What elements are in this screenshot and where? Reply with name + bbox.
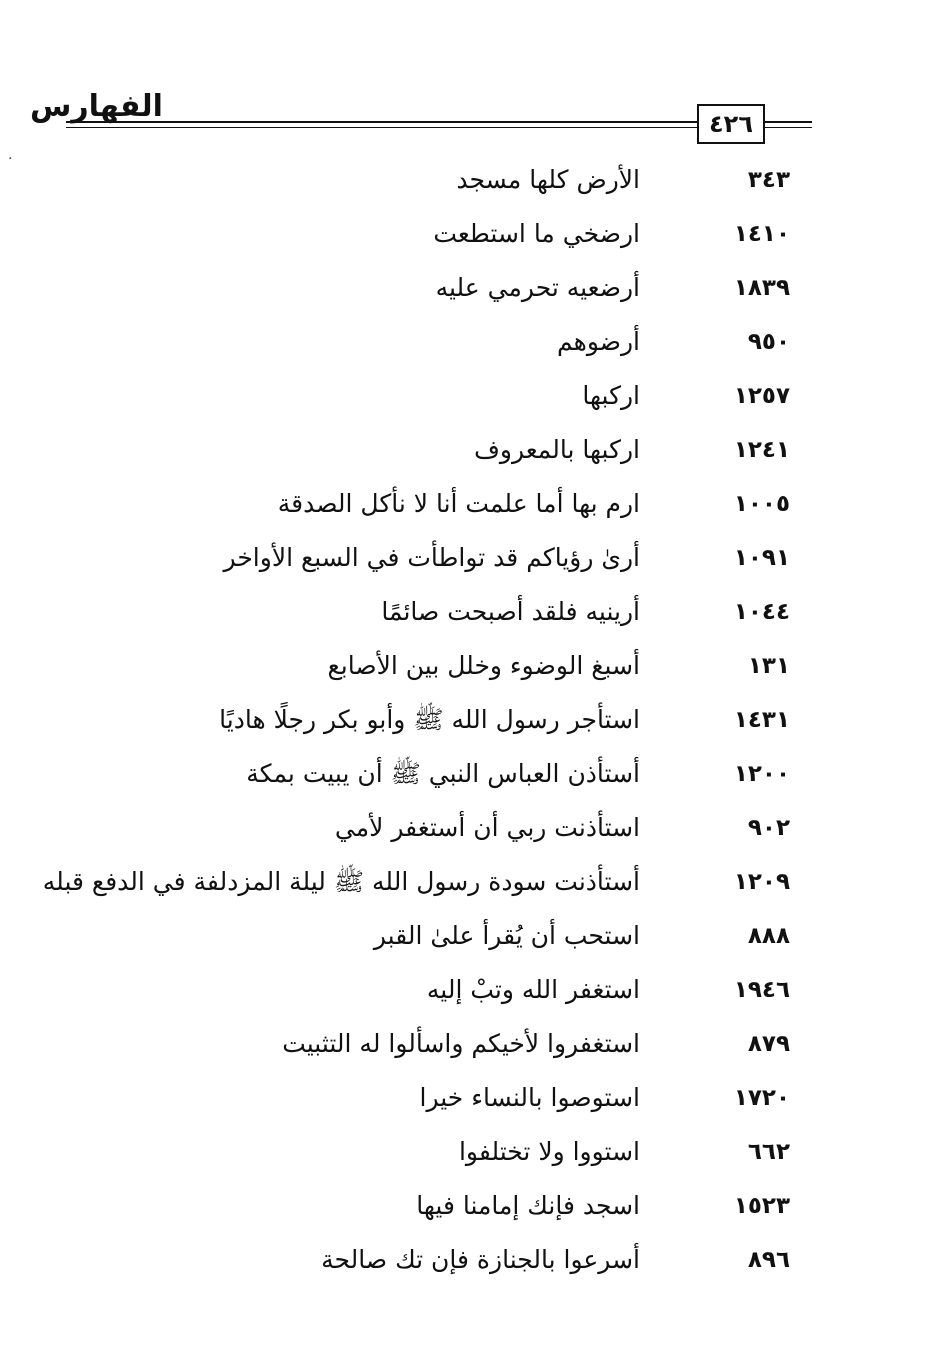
entry-hadith-number: ١٤٣١	[733, 707, 790, 733]
entry-text: أسرعوا بالجنازة فإن تك صالحة	[321, 1245, 640, 1274]
entry-text: اركبها	[582, 381, 640, 410]
entry-hadith-number: ١٢٠٠	[733, 761, 790, 787]
index-entry	[0, 209, 930, 263]
entry-hadith-number: ١٠٩١	[733, 545, 790, 571]
entry-text: أرضعيه تحرمي عليه	[435, 273, 640, 302]
entry-hadith-number: ١٩٤٦	[733, 977, 790, 1003]
page-header	[0, 0, 930, 150]
margin-mark: ·	[8, 151, 13, 167]
entry-text: استغفروا لأخيكم واسألوا له التثبيت	[282, 1029, 640, 1058]
entry-text: الأرض كلها مسجد	[456, 165, 640, 194]
entry-text: اسجد فإنك إمامنا فيها	[416, 1191, 640, 1220]
entry-text: ارم بها أما علمت أنا لا نأكل الصدقة	[277, 489, 640, 518]
entry-hadith-number: ١٠٠٥	[733, 491, 790, 517]
entry-text: أرضوهم	[557, 327, 640, 356]
entry-text: استأذنت ربي أن أستغفر لأمي	[334, 813, 640, 842]
entry-hadith-number: ٣٤٣	[747, 167, 790, 193]
index-entry	[0, 857, 930, 911]
entry-text: استغفر الله وتبْ إليه	[426, 975, 640, 1004]
entry-text: استحب أن يُقرأ علىٰ القبر	[373, 921, 640, 950]
entry-text: أرىٰ رؤياكم قد تواطأت في السبع الأواخر	[223, 543, 640, 572]
entry-hadith-number: ١٤١٠	[733, 221, 790, 247]
entry-hadith-number: ٩٥٠	[747, 329, 790, 355]
entry-text: استوصوا بالنساء خيرا	[419, 1083, 640, 1112]
entry-text: أستأذن العباس النبي ﷺ أن يبيت بمكة	[246, 759, 640, 788]
index-entry	[0, 803, 930, 857]
index-entry	[0, 641, 930, 695]
entry-text: استووا ولا تختلفوا	[458, 1137, 640, 1166]
entry-hadith-number: ١٠٤٤	[733, 599, 790, 625]
index-entry	[0, 695, 930, 749]
index-entry	[0, 425, 930, 479]
entry-hadith-number: ١٧٢٠	[733, 1085, 790, 1111]
index-entry	[0, 749, 930, 803]
entry-text: استأجر رسول الله ﷺ وأبو بكر رجلًا هاديًا	[219, 705, 640, 734]
entry-hadith-number: ١٢٤١	[733, 437, 790, 463]
entry-hadith-number: ٦٦٢	[747, 1139, 790, 1165]
index-list	[0, 155, 930, 1289]
entry-hadith-number: ٩٠٢	[747, 815, 790, 841]
index-entry	[0, 155, 930, 209]
index-entry	[0, 965, 930, 1019]
entry-hadith-number: ٨٨٨	[747, 923, 790, 949]
entry-text: أرينيه فلقد أصبحت صائمًا	[381, 597, 640, 626]
page-number: ٤٢٦	[697, 104, 765, 144]
running-head-title: الفهارس	[30, 89, 163, 124]
index-entry	[0, 1019, 930, 1073]
index-entry	[0, 1127, 930, 1181]
entry-hadith-number: ١٢٠٩	[733, 869, 790, 895]
index-entry	[0, 911, 930, 965]
index-entry	[0, 479, 930, 533]
entry-text: أستأذنت سودة رسول الله ﷺ ليلة المزدلفة في الدفع قبله	[42, 867, 640, 896]
entry-hadith-number: ٨٩٦	[747, 1247, 790, 1273]
index-entry	[0, 533, 930, 587]
entry-text: أسبغ الوضوء وخلل بين الأصابع	[327, 651, 640, 680]
index-entry	[0, 1181, 930, 1235]
entry-hadith-number: ١٢٥٧	[733, 383, 790, 409]
entry-hadith-number: ١٣١	[747, 653, 790, 679]
entry-hadith-number: ١٥٢٣	[733, 1193, 790, 1219]
entry-hadith-number: ١٨٣٩	[733, 275, 790, 301]
index-entry	[0, 587, 930, 641]
index-entry	[0, 371, 930, 425]
index-entry	[0, 1073, 930, 1127]
entry-hadith-number: ٨٧٩	[747, 1031, 790, 1057]
index-entry	[0, 263, 930, 317]
index-entry	[0, 1235, 930, 1289]
entry-text: اركبها بالمعروف	[473, 435, 640, 464]
index-entry	[0, 317, 930, 371]
entry-text: ارضخي ما استطعت	[433, 219, 640, 248]
